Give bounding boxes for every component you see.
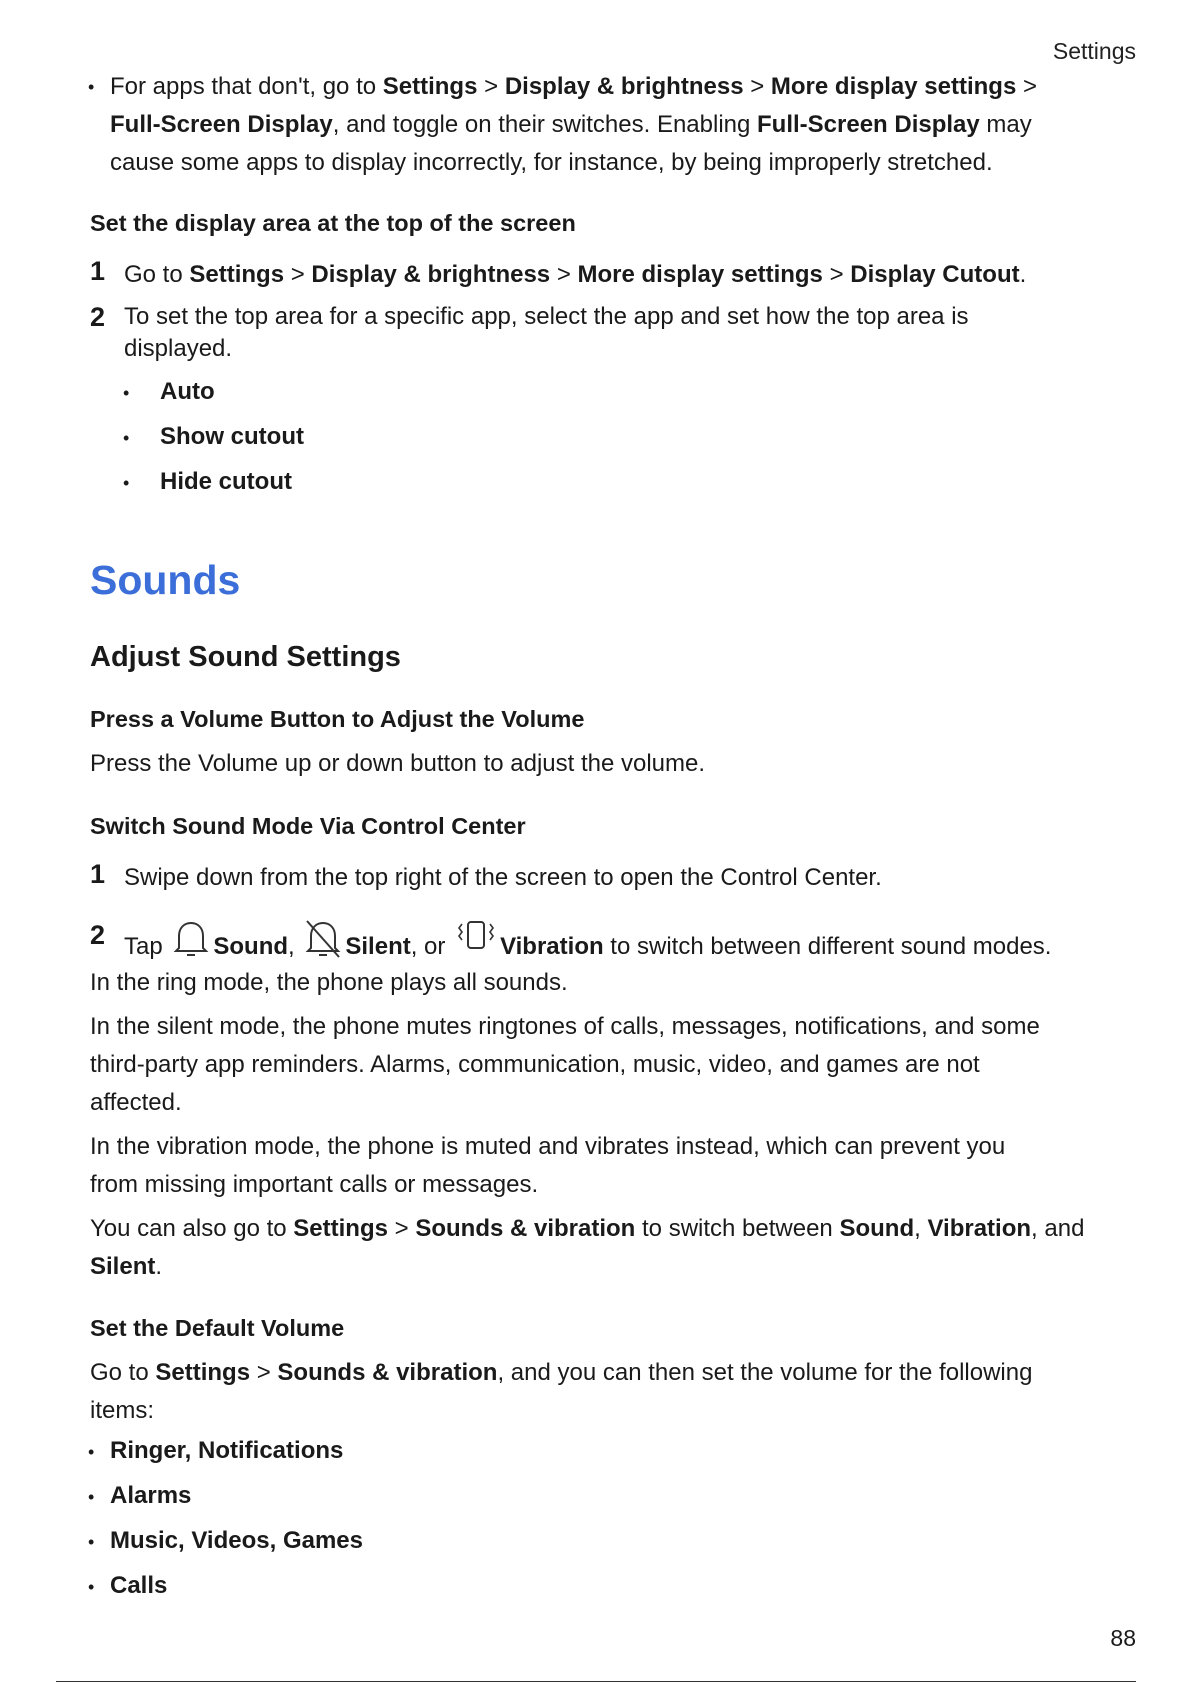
step-number: 1 (90, 256, 106, 286)
cutout-step2-line2: displayed. (124, 335, 233, 362)
bullet-dot: • (123, 473, 130, 493)
control-heading: Switch Sound Mode Via Control Center (90, 813, 526, 839)
default-volume-line2: items: (90, 1397, 155, 1424)
vibration-mode-line2: from missing important calls or messages. (90, 1171, 539, 1198)
bullet-dot: • (88, 1442, 95, 1462)
intro-bullet-line2: Full-Screen Display, and toggle on their switches. Enabling Full-Screen Display may (110, 111, 1032, 138)
settings-path-line2: Silent. (90, 1253, 163, 1280)
intro-bullet-line3: cause some apps to display incorrectly, for instance, by being improperly stretched. (110, 149, 993, 176)
volume-text: Press the Volume up or down button to adjust the volume. (90, 750, 706, 777)
step-number: 2 (90, 920, 106, 950)
volume-item: Ringer, Notifications (110, 1437, 344, 1464)
default-volume-line1: Go to Settings > Sounds & vibration, and you can then set the volume for the following (90, 1359, 1033, 1386)
volume-heading: Press a Volume Button to Adjust the Volume (90, 706, 585, 732)
cutout-option-show: Show cutout (160, 423, 304, 450)
silent-mode-line2: third-party app reminders. Alarms, communication, music, video, and games are not (90, 1051, 980, 1078)
footer-rule (56, 1681, 1136, 1682)
cutout-heading: Set the display area at the top of the screen (90, 210, 576, 236)
bullet-dot: • (123, 383, 130, 403)
bullet-dot: • (88, 1577, 95, 1597)
bullet-dot: • (88, 1532, 95, 1552)
step-number: 1 (90, 859, 106, 889)
step-number: 2 (90, 302, 106, 332)
default-volume-heading: Set the Default Volume (90, 1315, 345, 1341)
intro-bullet-line1: For apps that don't, go to Settings > Display & brightness > More display settings > (110, 73, 1037, 100)
cutout-option-auto: Auto (160, 378, 215, 405)
volume-item: Music, Videos, Games (110, 1527, 363, 1554)
running-header: Settings (1052, 38, 1136, 64)
bullet-dot: • (88, 1487, 95, 1507)
page-number: 88 (1110, 1625, 1136, 1651)
section-title: Sounds (90, 557, 241, 603)
volume-item: Calls (110, 1572, 168, 1599)
settings-path-line1: You can also go to Settings > Sounds & vibration to switch between Sound, Vibration, and (90, 1215, 1085, 1242)
cutout-step2-line1: To set the top area for a specific app, select the app and set how the top area is (124, 303, 969, 330)
vibration-mode-line1: In the vibration mode, the phone is muted and vibrates instead, which can prevent you (90, 1133, 1006, 1160)
bullet-dot: • (123, 428, 130, 448)
ring-mode-text: In the ring mode, the phone plays all sounds. (90, 969, 568, 996)
bullet-dot: • (88, 77, 95, 97)
silent-mode-line3: affected. (90, 1089, 182, 1116)
cutout-option-hide: Hide cutout (160, 468, 292, 495)
control-step1: Swipe down from the top right of the screen to open the Control Center. (124, 864, 882, 891)
silent-mode-line1: In the silent mode, the phone mutes ringtones of calls, messages, notifications, and some (90, 1013, 1040, 1040)
cutout-step1: Go to Settings > Display & brightness > More display settings > Display Cutout. (124, 261, 1027, 288)
subsection-title: Adjust Sound Settings (90, 641, 401, 673)
volume-item: Alarms (110, 1482, 192, 1509)
control-step2: Tap Sound, Silent, or Vibration to switch between different sound modes. (124, 918, 1051, 972)
